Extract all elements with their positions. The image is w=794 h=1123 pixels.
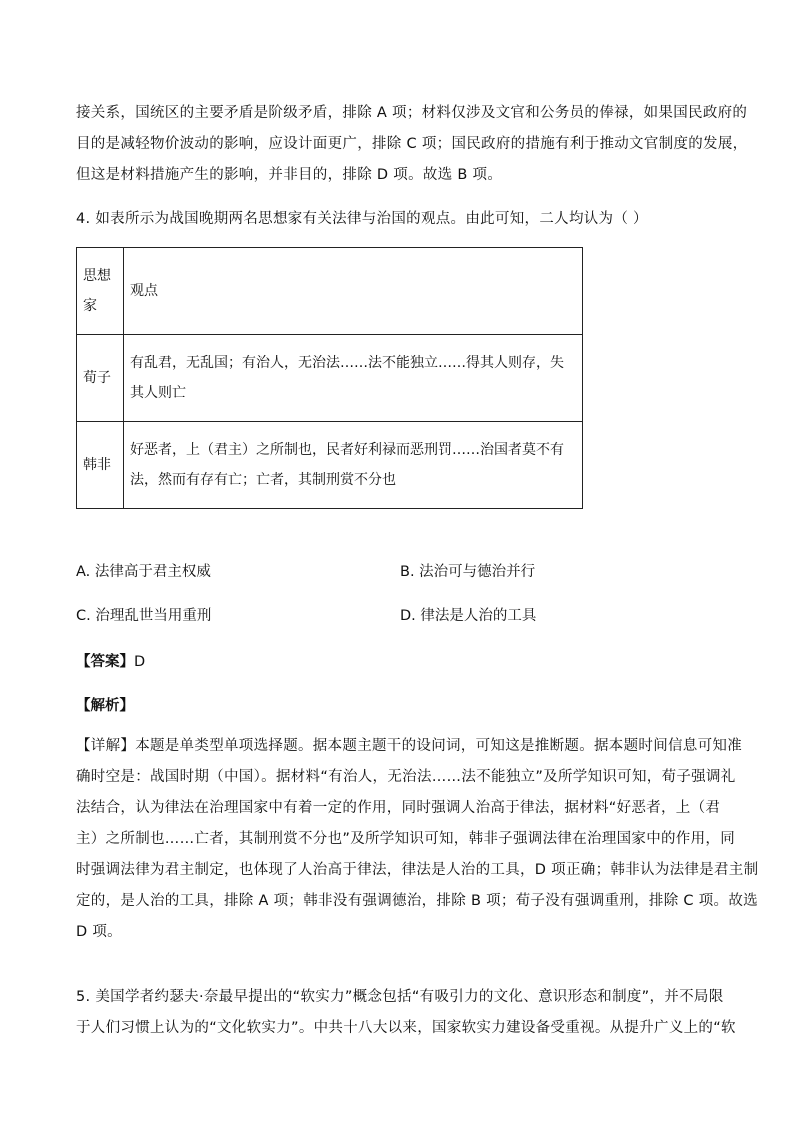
answer-value: D — [134, 654, 146, 670]
table-header-row — [77, 248, 583, 335]
table-row — [77, 335, 583, 422]
header-thinker-cell: 思想 家 — [77, 248, 124, 335]
option-a: A. 法律高于君主权威 — [76, 564, 211, 580]
detail-line: 定的，是人治的工具，排除 A 项；韩非没有强调德治，排除 B 项；荀子没有强调重刑，排除 C 项。故选 — [76, 893, 758, 909]
detail-paragraph — [76, 731, 759, 948]
question-5-line: 5. 美国学者约瑟夫·奈最早提出的“软实力”概念包括“有吸引力的文化、意识形态和制度”，并不局限 — [76, 989, 724, 1005]
detail-line: 确时空是：战国时期（中国）。据材料“有治人，无治法……法不能独立”及所学知识可知，荀子强调礼 — [76, 769, 736, 785]
question-5-paragraph — [76, 982, 736, 1044]
views-table — [76, 247, 583, 509]
option-b: B. 法治可与德治并行 — [400, 564, 536, 580]
detail-line: 时强调法律为君主制定，也体现了人治高于律法，律法是人治的工具，D 项正确；韩非认为法律是君主制 — [76, 862, 759, 878]
thinker-name-cell: 韩非 — [77, 422, 124, 509]
detail-line: D 项。 — [76, 924, 122, 940]
intro-line: 目的是减轻物价波动的影响，应设计面更广，排除 C 项；国民政府的措施有利于推动文官制度的发展， — [76, 136, 748, 152]
detail-line: 法结合，认为律法在治理国家中有着一定的作用，同时强调人治高于律法，据材料“好恶者，上（君 — [76, 800, 721, 816]
detail-line: 主）之所制也……亡者，其制刑赏不分也”及所学知识可知，韩非子强调法律在治理国家中的作用，同 — [76, 831, 736, 847]
answer-line — [76, 650, 145, 671]
view-cell: 有乱君，无乱国；有治人，无治法……法不能独立……得其人则存，失 其人则亡 — [124, 335, 583, 422]
answer-label: 【答案】 — [76, 654, 134, 670]
intro-line: 但这是材料措施产生的影响，并非目的，排除 D 项。故选 B 项。 — [76, 167, 503, 183]
question-5-line: 于人们习惯上认为的“文化软实力”。中共十八大以来，国家软实力建设备受重视。从提升广义上的“软 — [76, 1020, 736, 1036]
header-view-cell: 观点 — [124, 248, 583, 335]
question-4-stem: 4. 如表所示为战国晚期两名思想家有关法律与治国的观点。由此可知，二人均认为（ ） — [76, 211, 648, 227]
option-c: C. 治理乱世当用重刑 — [76, 608, 212, 624]
detail-line: 【详解】本题是单类型单项选择题。据本题主题干的设问词，可知这是推断题。据本题时间信息可知准 — [76, 738, 742, 754]
thinker-name-cell: 荀子 — [77, 335, 124, 422]
table-row — [77, 422, 583, 509]
analysis-label: 【解析】 — [76, 698, 134, 714]
option-d: D. 律法是人治的工具 — [400, 608, 537, 624]
intro-line: 接关系，国统区的主要矛盾是阶级矛盾，排除 A 项；材料仅涉及文官和公务员的俸禄，如果国民政府的 — [76, 105, 748, 121]
view-cell: 好恶者，上（君主）之所制也，民者好利禄而恶刑罚……治国者莫不有 法，然而有存有亡；亡者，其制刑赏不分也 — [124, 422, 583, 509]
intro-paragraph — [76, 98, 748, 191]
